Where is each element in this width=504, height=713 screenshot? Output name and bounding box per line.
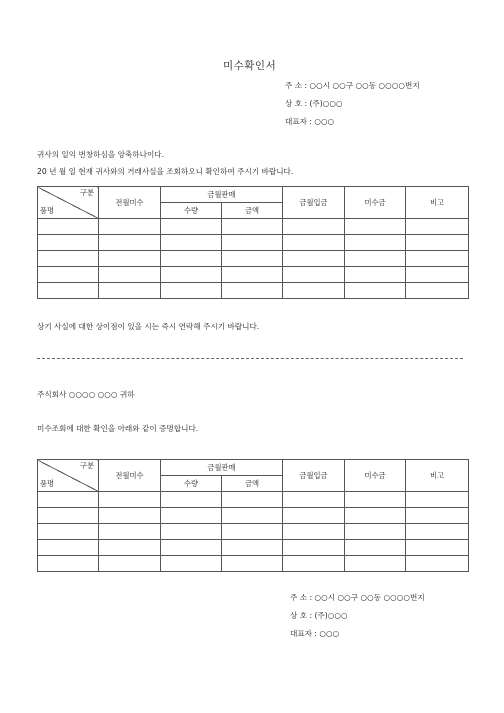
header-item-name: 품명: [40, 206, 55, 215]
header-quantity: 수량: [161, 476, 222, 492]
table-row: [38, 267, 469, 283]
receiver-company: 상 호 : (주)○○○: [290, 611, 348, 620]
header-diagonal-cell: [38, 187, 99, 219]
table-row: [38, 219, 469, 235]
header-item-name: 품명: [40, 479, 55, 488]
table-row: [38, 283, 469, 299]
header-unpaid: 미수금: [345, 460, 406, 492]
header-prev-unpaid: 전월미수: [99, 187, 161, 219]
unpaid-table-2: [37, 459, 469, 572]
header-amount: 금액: [222, 203, 283, 219]
header-unpaid: 미수금: [345, 187, 406, 219]
addressee-text: 주식회사 ○○○○ ○○○ 귀하: [37, 390, 135, 399]
header-monthly-receipt: 금월입금: [283, 187, 345, 219]
header-remarks: 비고: [406, 460, 469, 492]
greeting-text: 귀사의 일익 번창하심을 앙축하나이다.: [37, 150, 165, 159]
header-amount: 금액: [222, 476, 283, 492]
sender-company: 상 호 : (주)○○○: [285, 99, 343, 108]
table-row: [38, 556, 469, 572]
header-monthly-sales: 금월판매: [161, 187, 283, 203]
sender-representative: 대표자 : ○○○: [285, 117, 335, 126]
receiver-address: 주 소 : ○○시 ○○구 ○○동 ○○○○번지: [290, 593, 425, 602]
header-monthly-receipt: 금월입금: [283, 460, 345, 492]
table-row: [38, 540, 469, 556]
header-prev-unpaid: 전월미수: [99, 460, 161, 492]
header-monthly-sales: 금월판매: [161, 460, 283, 476]
table-row: [38, 235, 469, 251]
header-remarks: 비고: [406, 187, 469, 219]
table-row: [38, 492, 469, 508]
table-row: [38, 251, 469, 267]
sender-address: 주 소 : ○○시 ○○구 ○○동 ○○○○번지: [285, 81, 420, 90]
table-row: [38, 524, 469, 540]
header-category: 구분: [79, 188, 94, 197]
header-diagonal-cell: [38, 460, 99, 492]
header-quantity: 수량: [161, 203, 222, 219]
cut-line-divider: [37, 358, 463, 359]
table-row: [38, 508, 469, 524]
header-category: 구분: [79, 461, 94, 470]
intro-text: 20 년 월 일 현재 귀사와의 거래사실을 조회하오니 확인하여 주시기 바랍니다.: [37, 167, 294, 176]
receiver-representative: 대표자 : ○○○: [290, 629, 340, 638]
unpaid-table-1: [37, 186, 469, 299]
notice-text: 상기 사실에 대한 상이점이 있을 시는 즉시 연락해 주시기 바랍니다.: [37, 322, 260, 331]
document-title: 미수확인서: [223, 60, 277, 72]
confirm-text: 미수조회에 대한 확인을 아래와 같이 증명합니다.: [37, 424, 199, 433]
